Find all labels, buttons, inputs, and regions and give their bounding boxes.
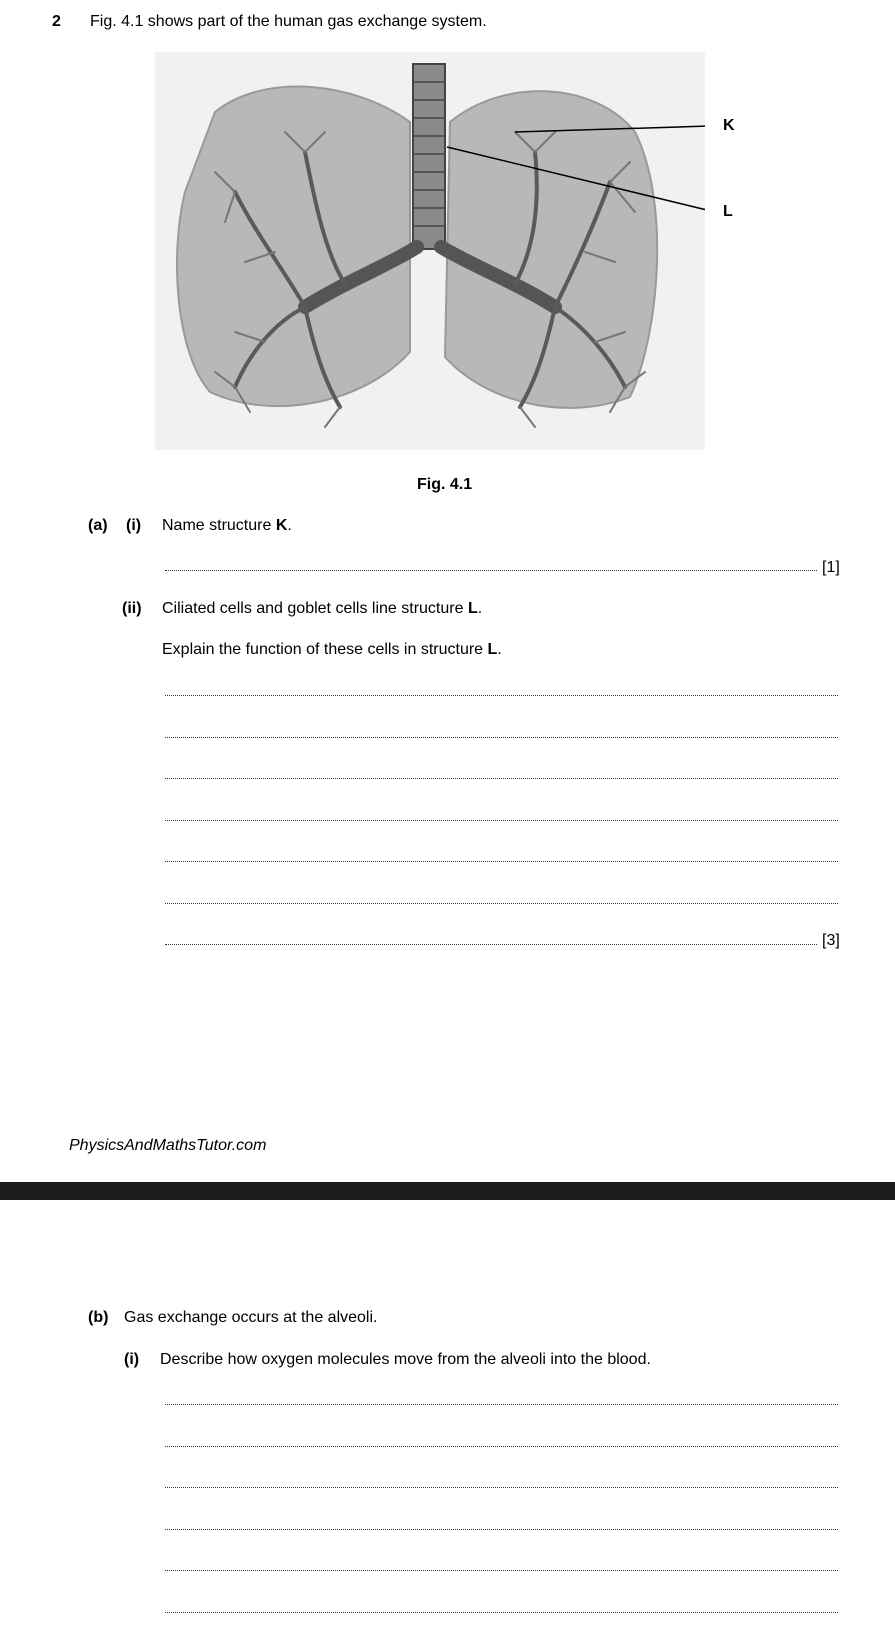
part-a-ii-line1-structure: L (467, 600, 478, 617)
part-b-i-label: (i) (124, 1351, 140, 1368)
part-a-label: (a) (88, 517, 108, 534)
part-a-ii-line2 (162, 640, 502, 660)
part-b-intro: Gas exchange occurs at the alveoli. (124, 1309, 378, 1326)
lungs-bronchial-tree-image (155, 52, 705, 450)
lung-figure (155, 52, 705, 450)
answer-line-a-ii-2[interactable] (165, 737, 838, 738)
footer-site: PhysicsAndMathsTutor.com (69, 1137, 267, 1154)
answer-line-a-ii-4[interactable] (165, 820, 838, 821)
marks-a-i: [1] (822, 559, 840, 576)
part-a-ii-line1-period: . (477, 600, 483, 617)
part-a-ii-line2-text: Explain the function of these cells in structure (162, 641, 488, 658)
label-k: K (723, 117, 735, 134)
part-a-ii-line2-structure: L (487, 641, 498, 658)
answer-line-b-i-3[interactable] (165, 1487, 838, 1488)
answer-line-b-i-1[interactable] (165, 1404, 838, 1405)
part-a-i-label: (i) (126, 517, 142, 534)
answer-line-a-ii-1[interactable] (165, 695, 838, 696)
part-a-ii-line2-period: . (497, 641, 502, 658)
answer-line-a-ii-5[interactable] (165, 861, 838, 862)
part-a-ii-line1-text: Ciliated cells and goblet cells line structure (162, 600, 468, 617)
answer-line-b-i-6[interactable] (165, 1612, 838, 1613)
marks-a-ii: [3] (822, 932, 840, 949)
part-a-ii-label: (ii) (122, 600, 142, 617)
part-b-label: (b) (88, 1309, 109, 1326)
part-a-i-period: . (287, 517, 292, 534)
answer-line-a-ii-3[interactable] (165, 778, 838, 779)
answer-line-b-i-5[interactable] (165, 1570, 838, 1571)
page-separator (0, 1182, 895, 1200)
part-a-i-question (162, 516, 292, 536)
question-number: 2 (52, 13, 61, 30)
label-l: L (723, 203, 733, 220)
question-intro: Fig. 4.1 shows part of the human gas exchange system. (90, 13, 487, 30)
part-a-i-structure: K (275, 517, 288, 534)
answer-line-a-i[interactable] (165, 570, 817, 571)
part-a-ii-line1 (162, 599, 482, 619)
answer-line-a-ii-7[interactable] (165, 944, 817, 945)
part-b-i-question: Describe how oxygen molecules move from the alveoli into the blood. (160, 1351, 651, 1368)
answer-line-b-i-4[interactable] (165, 1529, 838, 1530)
figure-caption: Fig. 4.1 (417, 476, 473, 493)
part-a-i-text: Name structure (162, 517, 276, 534)
answer-line-a-ii-6[interactable] (165, 903, 838, 904)
answer-line-b-i-2[interactable] (165, 1446, 838, 1447)
